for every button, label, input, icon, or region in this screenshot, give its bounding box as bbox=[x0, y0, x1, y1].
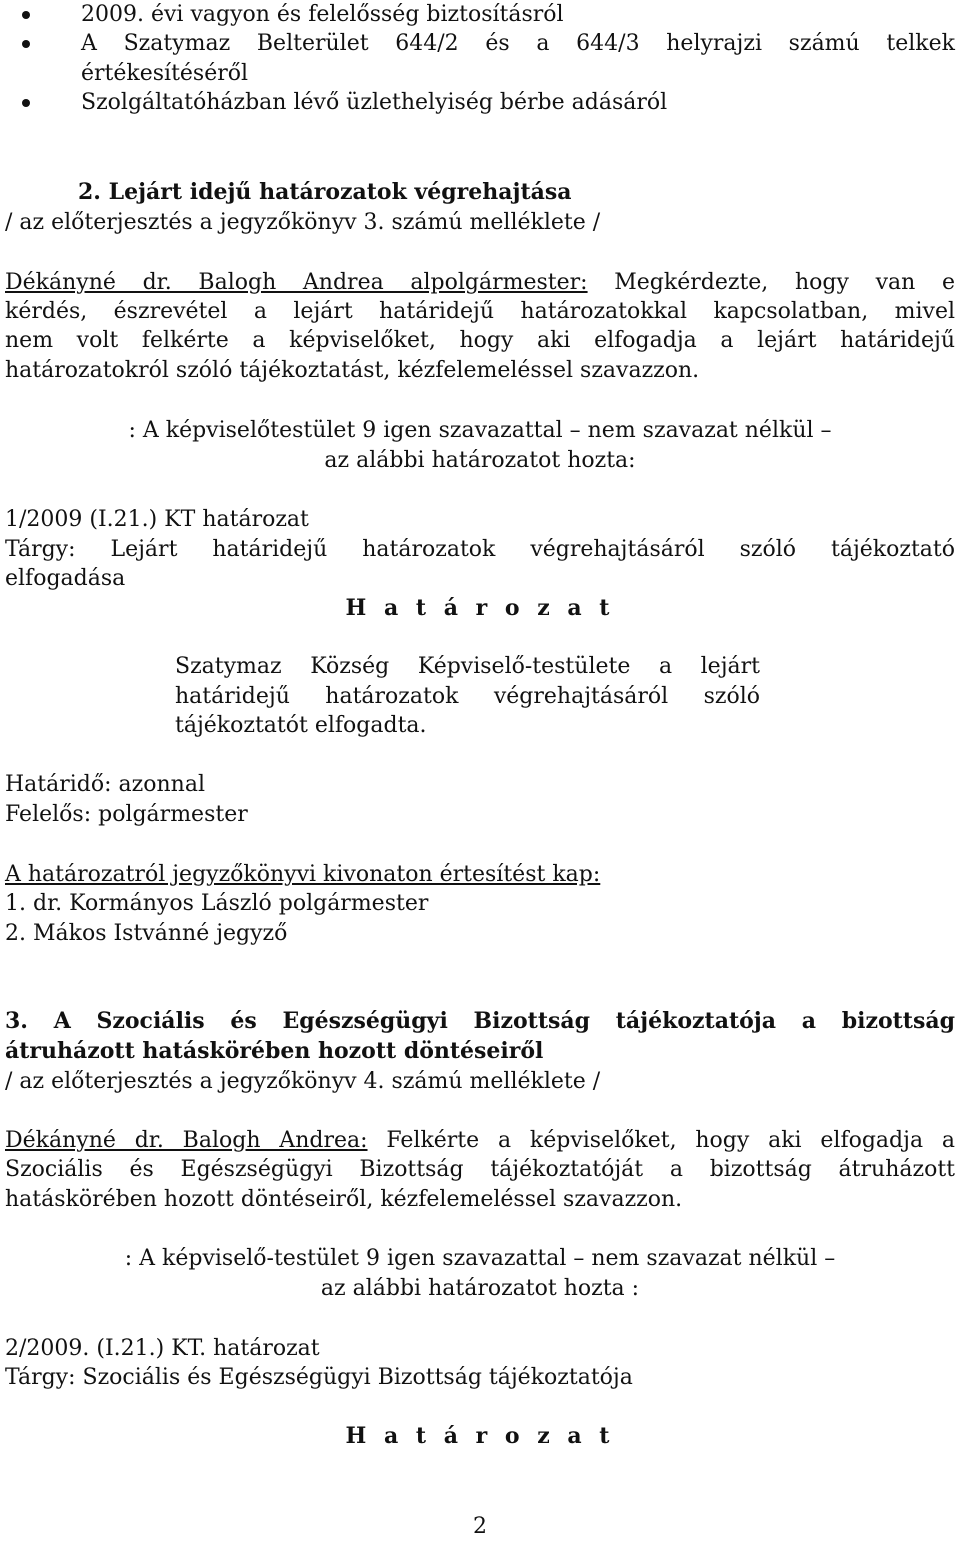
vote-result-cont: az alábbi határozatot hozta : bbox=[320, 1276, 640, 1301]
resolution-id: 2/2009. (I.21.) KT. határozat bbox=[5, 1336, 320, 1361]
section-3-heading-cont: átruházott hatáskörében hozott döntéseiről bbox=[5, 1038, 544, 1064]
notify-item: 2. Mákos Istvánné jegyző bbox=[5, 921, 288, 946]
deadline: Határidő: azonnal bbox=[5, 772, 205, 797]
bullet-dot bbox=[22, 40, 30, 48]
section-2-speech-line: kérdés, észrevétel a lejárt határidejű határozatokkal kapcsolatban, mivel bbox=[5, 299, 955, 324]
resolution-id: 1/2009 (I.21.) KT határozat bbox=[5, 507, 309, 532]
section-3-heading: 3. A Szociális és Egészségügyi Bizottság tájékoztatója a bizottság bbox=[5, 1008, 955, 1034]
notify-item: 1. dr. Kormányos László polgármester bbox=[5, 891, 429, 916]
decision-line: Szatymaz Község Képviselő-testülete a lejárt bbox=[175, 654, 760, 679]
speech-text: Felkérte a képviselőket, hogy aki elfogadja a bbox=[367, 1128, 955, 1153]
hatarozat-title: H a t á r o z a t bbox=[345, 1423, 615, 1449]
bullet-dot bbox=[22, 99, 30, 107]
resolution-subject: Tárgy: Szociális és Egészségügyi Bizottság tájékoztatója bbox=[5, 1365, 633, 1390]
resolution-subject-cont: elfogadása bbox=[5, 566, 126, 591]
section-2-speech-line: határozatokról szóló tájékoztatást, kézfelemeléssel szavazzon. bbox=[5, 358, 700, 383]
bullet-dot bbox=[22, 11, 30, 19]
section-3-speech-line: Szociális és Egészségügyi Bizottság tájékoztatóját a bizottság átruházott bbox=[5, 1157, 955, 1182]
notify-heading: A határozatról jegyzőkönyvi kivonaton értesítést kap: bbox=[5, 862, 601, 887]
decision-text bbox=[175, 652, 760, 741]
bullet-item: A Szatymaz Belterület 644/2 és a 644/3 helyrajzi számú telkek bbox=[81, 31, 955, 56]
speech-text: Megkérdezte, hogy van e bbox=[587, 270, 955, 295]
section-2-subtitle: / az előterjesztés a jegyzőkönyv 3. számú melléklete / bbox=[5, 210, 601, 235]
vote-result: : A képviselő-testület 9 igen szavazattal – nem szavazat nélkül – bbox=[124, 1246, 836, 1271]
page-number: 2 bbox=[473, 1514, 487, 1539]
decision-line: tájékoztatót elfogadta. bbox=[175, 713, 427, 738]
section-2-speech-line: nem volt felkérte a képviselőket, hogy aki elfogadja a lejárt határidejű bbox=[5, 328, 955, 353]
section-3-speech-line: hatáskörében hozott döntéseiről, kézfelemeléssel szavazzon. bbox=[5, 1187, 683, 1212]
resolution-subject: Tárgy: Lejárt határidejű határozatok végrehajtásáról szóló tájékoztató bbox=[5, 537, 955, 562]
section-2-heading: 2. Lejárt idejű határozatok végrehajtása bbox=[78, 179, 572, 205]
bullet-item-continuation: értékesítéséről bbox=[81, 61, 249, 86]
vote-result-cont: az alábbi határozatot hozta: bbox=[324, 448, 636, 473]
section-3-speech-line bbox=[5, 1126, 955, 1156]
responsible: Felelős: polgármester bbox=[5, 802, 248, 827]
section-3-subtitle: / az előterjesztés a jegyzőkönyv 4. számú melléklete / bbox=[5, 1069, 601, 1094]
speaker-name: Dékányné dr. Balogh Andrea: bbox=[5, 1128, 368, 1153]
bullet-item: Szolgáltatóházban lévő üzlethelyiség bérbe adásáról bbox=[81, 90, 668, 115]
section-2-speech-line bbox=[5, 268, 955, 298]
speaker-name: Dékányné dr. Balogh Andrea alpolgármester: bbox=[5, 270, 588, 295]
decision-line: határidejű határozatok végrehajtásáról szóló bbox=[175, 683, 760, 709]
vote-result: : A képviselőtestület 9 igen szavazattal – nem szavazat nélkül – bbox=[128, 418, 832, 443]
hatarozat-title: H a t á r o z a t bbox=[345, 595, 615, 621]
bullet-item: 2009. évi vagyon és felelősség biztosításról bbox=[81, 2, 564, 27]
